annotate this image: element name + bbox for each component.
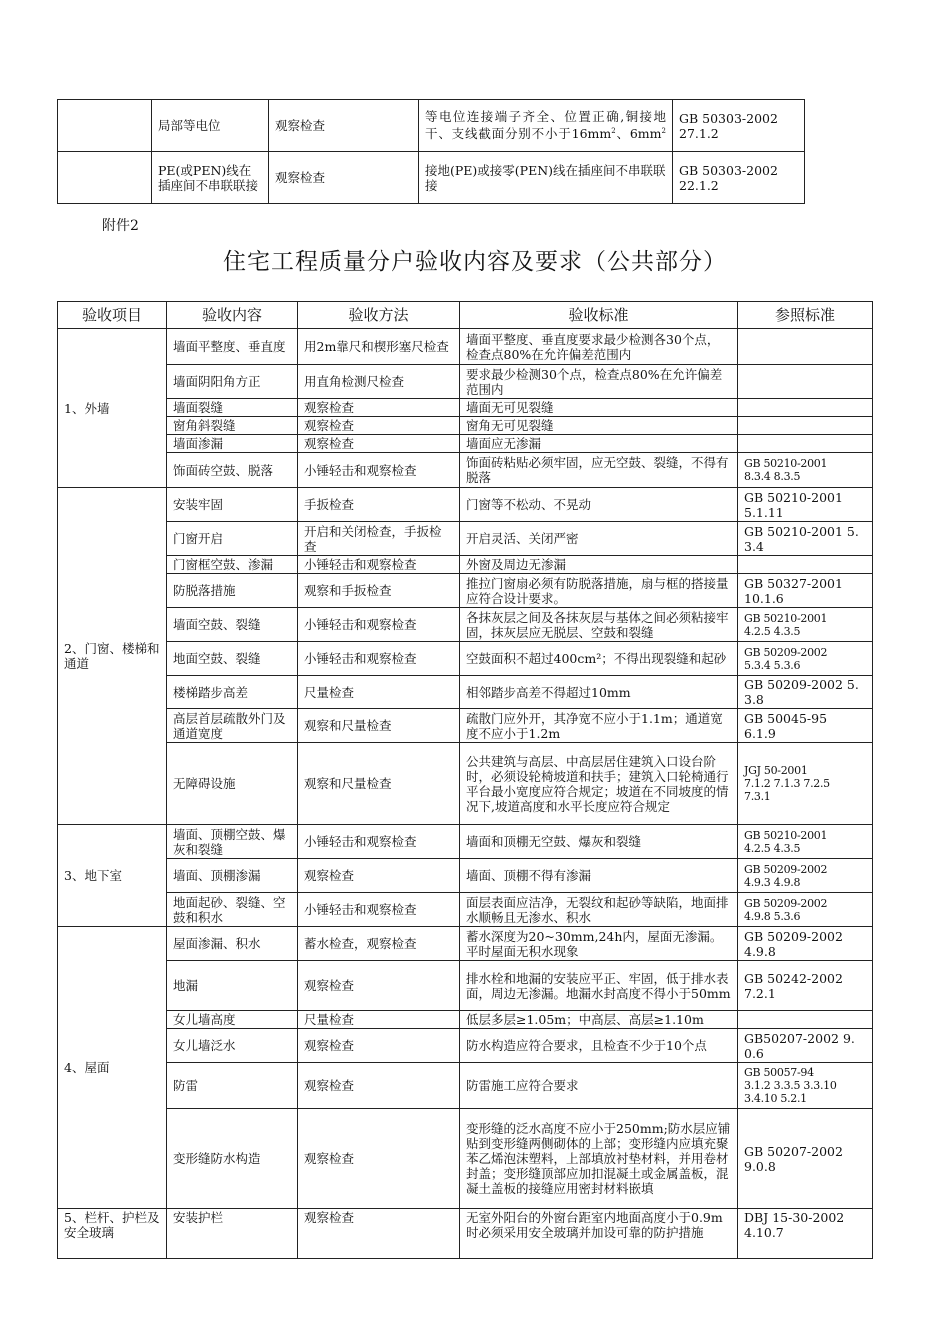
cell-standard: 墙面应无渗漏 bbox=[460, 435, 738, 453]
cell-method: 小锤轻击和观察检查 bbox=[298, 642, 460, 676]
cell-method: 观察检查 bbox=[298, 961, 460, 1011]
cell-standard: 墙面无可见裂缝 bbox=[460, 399, 738, 417]
cell-method: 小锤轻击和观察检查 bbox=[298, 825, 460, 859]
cell-content: 墙面渗漏 bbox=[167, 435, 298, 453]
table-row bbox=[58, 417, 873, 435]
cell-ref: GB50207-2002 9.0.6 bbox=[738, 1029, 873, 1063]
table-row bbox=[58, 961, 873, 1011]
cell-content: 无障碍设施 bbox=[167, 743, 298, 825]
cell-ref: GB 50209-2002 4.9.8 5.3.6 bbox=[738, 893, 873, 927]
cell-ref bbox=[738, 435, 873, 453]
cell-ref bbox=[738, 556, 873, 574]
cell-method: 小锤轻击和观察检查 bbox=[298, 453, 460, 488]
cell-ref: GB 50057-94 3.1.2 3.3.5 3.3.10 3.4.10 5.2.1 bbox=[738, 1063, 873, 1109]
cell-standard: 防水构造应符合要求，且检查不少于10个点 bbox=[460, 1029, 738, 1063]
cell-project: 2、门窗、楼梯和通道 bbox=[58, 488, 167, 825]
cell-standard: 饰面砖粘贴必须牢固，应无空鼓、裂缝，不得有脱落 bbox=[460, 453, 738, 488]
acceptance-table bbox=[57, 301, 873, 1259]
table-row bbox=[58, 859, 873, 893]
cell-ref: GB 50210-2001 4.2.5 4.3.5 bbox=[738, 825, 873, 859]
cell-ref: GB 50209-2002 4.9.8 bbox=[738, 927, 873, 961]
table-row bbox=[58, 435, 873, 453]
cell-ref: DBJ 15-30-2002 4.10.7 bbox=[738, 1209, 873, 1259]
table-row bbox=[58, 743, 873, 825]
cell-ref: GB 50303-2002 22.1.2 bbox=[673, 152, 805, 204]
cell-standard: 低层多层≥1.05m；中高层、高层≥1.10m bbox=[460, 1011, 738, 1029]
cell-method: 观察检查 bbox=[298, 1029, 460, 1063]
page-title: 住宅工程质量分户验收内容及要求（公共部分） bbox=[223, 249, 727, 275]
cell-standard: 窗角无可见裂缝 bbox=[460, 417, 738, 435]
cell-ref: GB 50303-2002 27.1.2 bbox=[673, 100, 805, 152]
cell-standard: 门窗等不松动、不晃动 bbox=[460, 488, 738, 522]
table-row bbox=[58, 100, 805, 152]
cell-method: 观察检查 bbox=[298, 1063, 460, 1109]
cell-standard: 外窗及周边无渗漏 bbox=[460, 556, 738, 574]
header-content: 验收内容 bbox=[167, 302, 298, 329]
table-row bbox=[58, 1029, 873, 1063]
cell-ref: GB 50210-2001 5.1.11 bbox=[738, 488, 873, 522]
cell-method: 观察和尺量检查 bbox=[298, 743, 460, 825]
cell-standard: 要求最少检测30个点，检查点80%在允许偏差范围内 bbox=[460, 365, 738, 399]
cell-method: 观察检查 bbox=[298, 1109, 460, 1209]
cell-ref: GB 50210-2001 5.3.4 bbox=[738, 522, 873, 556]
cell-content: 窗角斜裂缝 bbox=[167, 417, 298, 435]
cell-method: 开启和关闭检查，手扳检查 bbox=[298, 522, 460, 556]
cell-standard: 开启灵活、关闭严密 bbox=[460, 522, 738, 556]
cell-content: 墙面空鼓、裂缝 bbox=[167, 608, 298, 642]
table-row bbox=[58, 488, 873, 522]
cell-content: 变形缝防水构造 bbox=[167, 1109, 298, 1209]
cell-standard: 疏散门应外开，其净宽不应小于1.1m；通道宽度不应小于1.2m bbox=[460, 709, 738, 743]
cell-method: 蓄水检查，观察检查 bbox=[298, 927, 460, 961]
cell-standard: 墙面、顶棚不得有渗漏 bbox=[460, 859, 738, 893]
cell-standard: 空鼓面积不超过400cm²；不得出现裂缝和起砂 bbox=[460, 642, 738, 676]
cell-standard: 无室外阳台的外窗台距室内地面高度小于0.9m时必须采用安全玻璃并加设可靠的防护措施 bbox=[460, 1209, 738, 1259]
cell-ref: GB 50242-2002 7.2.1 bbox=[738, 961, 873, 1011]
cell-content: 门窗开启 bbox=[167, 522, 298, 556]
cell-method: 观察检查 bbox=[269, 152, 419, 204]
cell-standard: 变形缝的泛水高度不应小于250mm;防水层应铺贴到变形缝两侧砌体的上部；变形缝内应填充聚苯乙烯泡沫塑料，上部填放衬垫材料，并用卷材封盖；变形缝顶部应加扣混凝土或金属盖板，混凝土盖板的接缝应用密封材料嵌填 bbox=[460, 1109, 738, 1209]
cell-project: 3、地下室 bbox=[58, 825, 167, 927]
cell-content: 地面起砂、裂缝、空鼓和积水 bbox=[167, 893, 298, 927]
cell-method: 尺量检查 bbox=[298, 676, 460, 709]
table-row bbox=[58, 709, 873, 743]
cell-content: 防雷 bbox=[167, 1063, 298, 1109]
table-row bbox=[58, 1209, 873, 1259]
cell-method: 小锤轻击和观察检查 bbox=[298, 556, 460, 574]
continued-table bbox=[57, 99, 805, 204]
table-row bbox=[58, 893, 873, 927]
cell-ref: GB 50209-2002 4.9.3 4.9.8 bbox=[738, 859, 873, 893]
attachment-label: 附件2 bbox=[102, 218, 139, 234]
cell-content: 墙面平整度、垂直度 bbox=[167, 329, 298, 365]
cell-project: 5、栏杆、护栏及安全玻璃 bbox=[58, 1209, 167, 1259]
cell-project: 1、外墙 bbox=[58, 329, 167, 488]
cell-method: 观察和手扳检查 bbox=[298, 574, 460, 608]
table-row bbox=[58, 1063, 873, 1109]
table-row bbox=[58, 556, 873, 574]
table-row bbox=[58, 825, 873, 859]
cell-content: 防脱落措施 bbox=[167, 574, 298, 608]
header-ref: 参照标准 bbox=[738, 302, 873, 329]
cell-ref bbox=[738, 1011, 873, 1029]
table-row bbox=[58, 574, 873, 608]
table-row bbox=[58, 453, 873, 488]
cell-content: 墙面阴阳角方正 bbox=[167, 365, 298, 399]
cell-method: 观察和尺量检查 bbox=[298, 709, 460, 743]
cell-ref: GB 50207-2002 9.0.8 bbox=[738, 1109, 873, 1209]
cell-content: 饰面砖空鼓、脱落 bbox=[167, 453, 298, 488]
header-row bbox=[58, 302, 873, 329]
cell-method: 小锤轻击和观察检查 bbox=[298, 893, 460, 927]
cell-content: 女儿墙泛水 bbox=[167, 1029, 298, 1063]
cell-standard: 推拉门窗扇必须有防脱落措施，扇与框的搭接量应符合设计要求。 bbox=[460, 574, 738, 608]
table-row bbox=[58, 152, 805, 204]
cell-standard: 相邻踏步高差不得超过10mm bbox=[460, 676, 738, 709]
cell-content: PE(或PEN)线在插座间不串联联接 bbox=[152, 152, 269, 204]
cell-standard: 接地(PE)或接零(PEN)线在插座间不串联联接 bbox=[419, 152, 673, 204]
cell-content: 女儿墙高度 bbox=[167, 1011, 298, 1029]
cell-ref: GB 50210-2001 8.3.4 8.3.5 bbox=[738, 453, 873, 488]
cell-content: 墙面裂缝 bbox=[167, 399, 298, 417]
cell-method: 观察检查 bbox=[298, 417, 460, 435]
cell-ref: GB 50327-2001 10.1.6 bbox=[738, 574, 873, 608]
cell-standard: 各抹灰层之间及各抹灰层与基体之间必须粘接牢固，抹灰层应无脱层、空鼓和裂缝 bbox=[460, 608, 738, 642]
table-row bbox=[58, 1109, 873, 1209]
header-method: 验收方法 bbox=[298, 302, 460, 329]
cell-content: 门窗框空鼓、渗漏 bbox=[167, 556, 298, 574]
cell-content: 安装护栏 bbox=[167, 1209, 298, 1259]
cell-content: 地漏 bbox=[167, 961, 298, 1011]
cell-ref: GB 50045-95 6.1.9 bbox=[738, 709, 873, 743]
cell-ref bbox=[738, 417, 873, 435]
cell-project bbox=[58, 100, 152, 152]
table-row bbox=[58, 642, 873, 676]
table-row bbox=[58, 522, 873, 556]
header-project: 验收项目 bbox=[58, 302, 167, 329]
cell-method: 观察检查 bbox=[298, 399, 460, 417]
cell-content: 局部等电位 bbox=[152, 100, 269, 152]
cell-method: 观察检查 bbox=[298, 1209, 460, 1259]
cell-ref bbox=[738, 329, 873, 365]
cell-ref bbox=[738, 399, 873, 417]
cell-method: 观察检查 bbox=[298, 435, 460, 453]
table-row bbox=[58, 329, 873, 365]
header-standard: 验收标准 bbox=[460, 302, 738, 329]
cell-standard: 等电位连接端子齐全、位置正确,铜接地干、支线截面分别不小于$16mm^2$、$6mm^2$ bbox=[419, 100, 673, 152]
table-row bbox=[58, 1011, 873, 1029]
cell-standard: 防雷施工应符合要求 bbox=[460, 1063, 738, 1109]
table-row bbox=[58, 399, 873, 417]
cell-standard: 面层表面应洁净，无裂纹和起砂等缺陷，地面排水顺畅且无渗水、积水 bbox=[460, 893, 738, 927]
cell-standard: 蓄水深度为20~30mm,24h内，屋面无渗漏。平时屋面无积水现象 bbox=[460, 927, 738, 961]
cell-standard: 公共建筑与高层、中高层居住建筑入口设台阶时，必须设轮椅坡道和扶手；建筑入口轮椅通行平台最小宽度应符合规定；坡道在不同坡度的情况下,坡道高度和水平长度应符合规定 bbox=[460, 743, 738, 825]
table-row bbox=[58, 676, 873, 709]
cell-content: 墙面、顶棚渗漏 bbox=[167, 859, 298, 893]
table-row bbox=[58, 608, 873, 642]
cell-ref: GB 50210-2001 4.2.5 4.3.5 bbox=[738, 608, 873, 642]
cell-method: 观察检查 bbox=[269, 100, 419, 152]
cell-content: 楼梯踏步高差 bbox=[167, 676, 298, 709]
cell-standard: 墙面平整度、垂直度要求最少检测各30个点，检查点80%在允许偏差范围内 bbox=[460, 329, 738, 365]
table-row bbox=[58, 365, 873, 399]
cell-content: 屋面渗漏、积水 bbox=[167, 927, 298, 961]
table-row bbox=[58, 927, 873, 961]
table-body bbox=[58, 329, 873, 1259]
cell-standard: 墙面和顶棚无空鼓、爆灰和裂缝 bbox=[460, 825, 738, 859]
cell-project: 4、屋面 bbox=[58, 927, 167, 1209]
cell-content: 地面空鼓、裂缝 bbox=[167, 642, 298, 676]
cell-standard: 排水栓和地漏的安装应平正、牢固，低于排水表面，周边无渗漏。地漏水封高度不得小于50mm bbox=[460, 961, 738, 1011]
cell-method: 用直角检测尺检查 bbox=[298, 365, 460, 399]
cell-ref: GB 50209-2002 5.3.8 bbox=[738, 676, 873, 709]
cell-content: 墙面、顶棚空鼓、爆灰和裂缝 bbox=[167, 825, 298, 859]
cell-method: 用2m靠尺和楔形塞尺检查 bbox=[298, 329, 460, 365]
cell-method: 手扳检查 bbox=[298, 488, 460, 522]
cell-project bbox=[58, 152, 152, 204]
cell-ref: GB 50209-2002 5.3.4 5.3.6 bbox=[738, 642, 873, 676]
cell-method: 小锤轻击和观察检查 bbox=[298, 608, 460, 642]
cell-ref bbox=[738, 365, 873, 399]
cell-method: 尺量检查 bbox=[298, 1011, 460, 1029]
cell-content: 高层首层疏散外门及通道宽度 bbox=[167, 709, 298, 743]
cell-content: 安装牢固 bbox=[167, 488, 298, 522]
cell-ref: JGJ 50-2001 7.1.2 7.1.3 7.2.5 7.3.1 bbox=[738, 743, 873, 825]
cell-method: 观察检查 bbox=[298, 859, 460, 893]
